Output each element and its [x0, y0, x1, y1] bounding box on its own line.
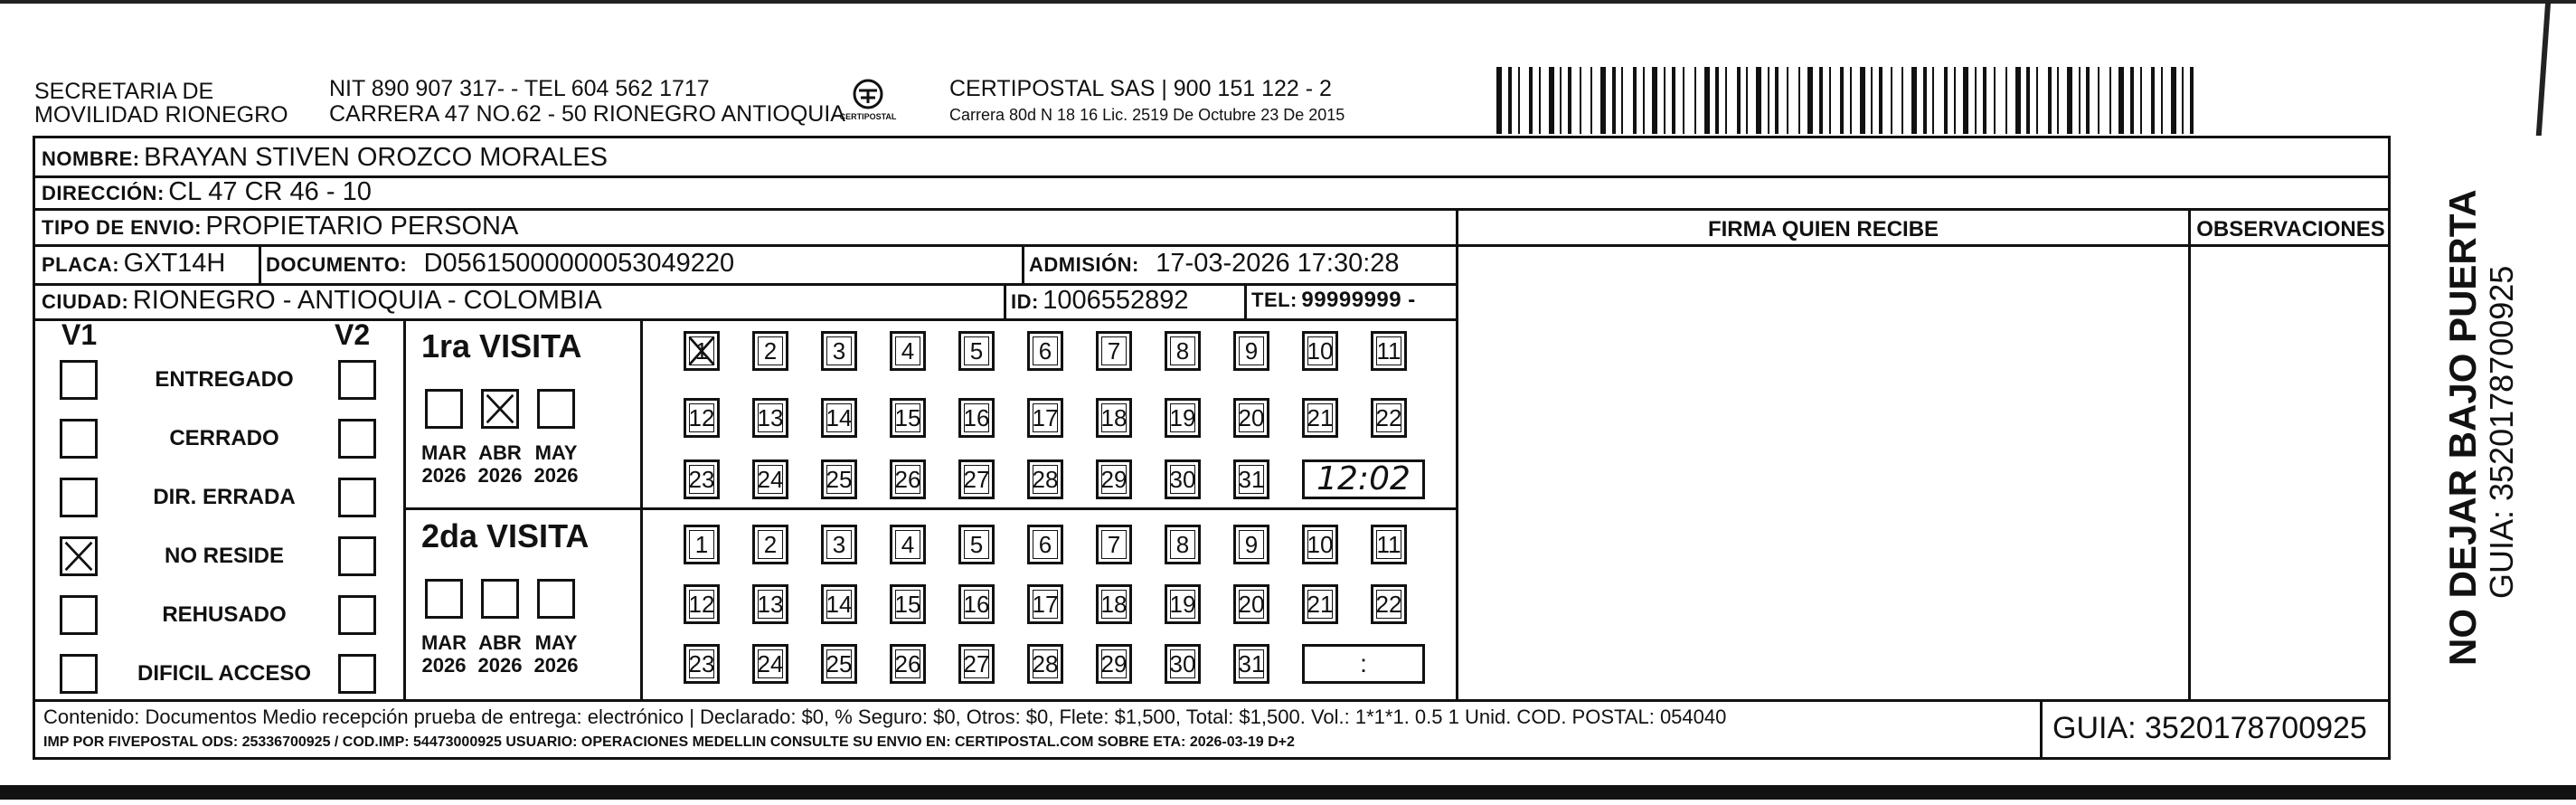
first-visit-time-field[interactable]: 12:02: [1302, 459, 1425, 499]
first-visit-day-box[interactable]: 24: [752, 459, 788, 499]
status-label: DIR. ERRADA: [153, 485, 296, 509]
first-visit-month-checkbox[interactable]: [425, 389, 463, 429]
status-label: REHUSADO: [162, 602, 287, 627]
month-label: [524, 631, 588, 677]
second-visit-day-box[interactable]: 18: [1096, 584, 1132, 624]
direccion-row: [42, 177, 372, 207]
side-warning: NO DEJAR BAJO PUERTA: [2441, 189, 2484, 666]
nombre-row: [42, 143, 608, 173]
second-visit-day-box[interactable]: 21: [1302, 584, 1338, 624]
firma-label: FIRMA QUIEN RECIBE: [1707, 217, 1939, 242]
observaciones-label: OBSERVACIONES: [2196, 217, 2385, 242]
side-guia: GUIA: 3520178700925: [2483, 265, 2520, 599]
second-visit-day-box[interactable]: 29: [1096, 644, 1132, 684]
nombre-value: BRAYAN STIVEN OROZCO MORALES: [144, 143, 609, 172]
logo-text: CERTIPOSTAL: [839, 112, 897, 121]
second-visit-day-box[interactable]: 3: [821, 525, 857, 564]
first-visit-day-box[interactable]: 10: [1302, 331, 1338, 371]
first-visit-day-box[interactable]: 4: [890, 331, 926, 371]
second-visit-month-checkbox[interactable]: [537, 579, 575, 619]
v2-checkbox[interactable]: [338, 536, 376, 576]
address-line: CARRERA 47 NO.62 - 50 RIONEGRO ANTIOQUIA: [329, 101, 845, 127]
second-visit-day-box[interactable]: 12: [684, 584, 720, 624]
second-visit-day-box[interactable]: 8: [1165, 525, 1201, 564]
nit-line: NIT 890 907 317- - TEL 604 562 1717: [329, 76, 710, 101]
first-visit-day-box[interactable]: 5: [958, 331, 995, 371]
admision-row: [1029, 249, 1400, 279]
month-label: [468, 441, 532, 487]
row-line: [33, 318, 1458, 321]
row-line: [33, 175, 2391, 178]
org-line2: MOVILIDAD RIONEGRO: [34, 102, 288, 128]
tel-value: 99999999 -: [1301, 288, 1416, 312]
first-visit-day-box[interactable]: 20: [1233, 398, 1269, 438]
x-mark-icon: [62, 539, 95, 573]
bottom-scan-edge: [0, 785, 2576, 800]
second-visit-day-box[interactable]: 24: [752, 644, 788, 684]
row-line: [33, 208, 2391, 211]
col-line: [1004, 283, 1006, 318]
id-row: [1011, 286, 1189, 316]
first-visit-day-box[interactable]: 15: [890, 398, 926, 438]
v1-checkbox[interactable]: [60, 478, 98, 517]
month-label: [412, 631, 476, 677]
first-visit-day-box[interactable]: 25: [821, 459, 857, 499]
col-line: [2188, 208, 2191, 701]
direccion-value: CL 47 CR 46 - 10: [168, 177, 372, 206]
month-label: [524, 441, 588, 487]
col-line: [403, 318, 406, 699]
v1-checkbox[interactable]: [60, 536, 98, 576]
first-visit-day-box[interactable]: 17: [1027, 398, 1063, 438]
first-visit-day-box[interactable]: 23: [684, 459, 720, 499]
month-year: 2026: [477, 464, 523, 487]
second-visit-day-box[interactable]: 14: [821, 584, 857, 624]
first-visit-day-box[interactable]: 13: [752, 398, 788, 438]
first-visit-day-box[interactable]: 11: [1371, 331, 1407, 371]
top-scan-edge: [0, 0, 2576, 4]
second-visit-day-box[interactable]: 7: [1096, 525, 1132, 564]
first-visit-day-box[interactable]: 12: [684, 398, 720, 438]
v2-checkbox[interactable]: [338, 654, 376, 694]
second-visit-day-box[interactable]: 25: [821, 644, 857, 684]
month-year: 2026: [421, 464, 467, 487]
month-year: 2026: [533, 464, 579, 487]
row-line: [33, 244, 1458, 247]
first-visit-month-checkbox[interactable]: [481, 389, 519, 429]
admision-value: 17-03-2026 17:30:28: [1156, 249, 1400, 278]
first-visit-day-box[interactable]: 30: [1165, 459, 1201, 499]
nombre-label: NOMBRE:: [42, 147, 140, 170]
direccion-label: DIRECCIÓN:: [42, 182, 165, 204]
second-visit-day-box[interactable]: 26: [890, 644, 926, 684]
first-visit-day-box[interactable]: 7: [1096, 331, 1132, 371]
license-line: Carrera 80d N 18 16 Lic. 2519 De Octubre 23 De 2015: [949, 106, 1345, 124]
first-visit-day-box[interactable]: 16: [958, 398, 995, 438]
first-visit-day-box[interactable]: 2: [752, 331, 788, 371]
col-line: [1244, 283, 1247, 318]
second-visit-day-box[interactable]: 20: [1233, 584, 1269, 624]
month-name: MAY: [534, 631, 578, 654]
status-label: CERRADO: [169, 426, 279, 450]
col-line: [640, 318, 643, 699]
second-visit-month-checkbox[interactable]: [481, 579, 519, 619]
status-label: DIFICIL ACCESO: [137, 661, 311, 686]
col-line: [259, 244, 261, 283]
barcode: [1496, 67, 2211, 134]
first-visit-day-box[interactable]: 3: [821, 331, 857, 371]
month-name: MAR: [420, 441, 467, 464]
first-visit-day-box[interactable]: 1: [684, 331, 720, 371]
first-visit-day-box[interactable]: 29: [1096, 459, 1132, 499]
v2-checkbox[interactable]: [338, 595, 376, 635]
second-visit-day-box[interactable]: 15: [890, 584, 926, 624]
second-visit-day-box[interactable]: 27: [958, 644, 995, 684]
tipo-row: [42, 212, 518, 242]
placa-row: [42, 249, 225, 279]
second-visit-day-box[interactable]: 22: [1371, 584, 1407, 624]
month-name: MAR: [420, 631, 467, 654]
v2-checkbox[interactable]: [338, 360, 376, 400]
second-visit-title: 2da VISITA: [421, 517, 590, 554]
footer-line1: Contenido: Documentos Medio recepción prueba de entrega: electrónico | Declarado: $0, % Seguro: $0, Otros: $0, Flete: $1,500, Total: $1,500. Vol.: 1*1*1. 0.5 1 Unid. COD. POSTAL: 054040: [43, 706, 1727, 728]
month-year: 2026: [421, 654, 467, 677]
tipo-label: TIPO DE ENVIO:: [42, 216, 202, 239]
x-mark-icon: [484, 392, 516, 426]
first-visit-day-box[interactable]: 31: [1233, 459, 1269, 499]
company-line: CERTIPOSTAL SAS | 900 151 122 - 2: [949, 76, 1332, 101]
ciudad-row: [42, 286, 602, 316]
header-company: [949, 76, 1345, 125]
org-line1: SECRETARIA DE: [34, 79, 214, 104]
col-line: [1022, 244, 1024, 283]
right-scan-edge: [2536, 0, 2551, 136]
second-visit-day-box[interactable]: 19: [1165, 584, 1201, 624]
first-visit-day-box[interactable]: 9: [1233, 331, 1269, 371]
tel-row: [1251, 288, 1416, 313]
col-line: [1456, 208, 1458, 701]
v2-checkbox[interactable]: [338, 478, 376, 517]
id-label: ID:: [1011, 290, 1039, 313]
certipostal-logo: [832, 74, 904, 128]
second-visit-day-box[interactable]: 28: [1027, 644, 1063, 684]
second-visit-day-box[interactable]: 30: [1165, 644, 1201, 684]
second-visit-day-box[interactable]: 11: [1371, 525, 1407, 564]
placa-label: PLACA:: [42, 253, 120, 276]
header-contact: [329, 76, 845, 127]
second-visit-day-box[interactable]: 17: [1027, 584, 1063, 624]
row-line: [33, 699, 2391, 702]
first-visit-day-box[interactable]: 19: [1165, 398, 1201, 438]
first-visit-day-box[interactable]: 27: [958, 459, 995, 499]
second-visit-day-box[interactable]: 9: [1233, 525, 1269, 564]
tipo-value: PROPIETARIO PERSONA: [205, 212, 519, 241]
first-visit-day-box[interactable]: 6: [1027, 331, 1063, 371]
id-value: 1006552892: [1043, 286, 1189, 315]
row-line: [403, 507, 1458, 510]
second-visit-time-field[interactable]: :: [1302, 644, 1425, 684]
second-visit-day-box[interactable]: 5: [958, 525, 995, 564]
status-label: NO RESIDE: [164, 544, 285, 568]
v1-checkbox[interactable]: [60, 654, 98, 694]
v1-checkbox[interactable]: [60, 595, 98, 635]
month-year: 2026: [533, 654, 579, 677]
second-visit-day-box[interactable]: 23: [684, 644, 720, 684]
second-visit-day-box[interactable]: 16: [958, 584, 995, 624]
first-visit-day-box[interactable]: 18: [1096, 398, 1132, 438]
first-visit-month-checkbox[interactable]: [537, 389, 575, 429]
first-visit-day-box[interactable]: 28: [1027, 459, 1063, 499]
v1-checkbox[interactable]: [60, 419, 98, 459]
row-line: [1456, 244, 2391, 247]
month-name: ABR: [478, 441, 522, 464]
header-org: [34, 80, 288, 127]
second-visit-day-box[interactable]: 13: [752, 584, 788, 624]
first-visit-day-box[interactable]: 14: [821, 398, 857, 438]
month-name: MAY: [534, 441, 578, 464]
month-label: [468, 631, 532, 677]
documento-value: D05615000000053049220: [423, 249, 735, 278]
month-label: [412, 441, 476, 487]
second-visit-day-box[interactable]: 2: [752, 525, 788, 564]
second-visit-day-box[interactable]: 1: [684, 525, 720, 564]
first-visit-day-box[interactable]: 22: [1371, 398, 1407, 438]
tel-label: TEL:: [1251, 289, 1297, 311]
col-line: [2040, 699, 2043, 760]
second-visit-month-checkbox[interactable]: [425, 579, 463, 619]
month-name: ABR: [478, 631, 522, 654]
documento-row: [266, 249, 734, 279]
footer-guia: GUIA: 3520178700925: [2052, 711, 2367, 745]
ciudad-label: CIUDAD:: [42, 290, 129, 313]
placa-value: GXT14H: [123, 249, 226, 278]
documento-label: DOCUMENTO:: [266, 253, 408, 276]
ciudad-value: RIONEGRO - ANTIOQUIA - COLOMBIA: [132, 286, 602, 315]
first-visit-day-box[interactable]: 26: [890, 459, 926, 499]
second-visit-day-box[interactable]: 4: [890, 525, 926, 564]
v1-checkbox[interactable]: [60, 360, 98, 400]
footer-line2: IMP POR FIVEPOSTAL ODS: 25336700925 / COD.IMP: 54473000925 USUARIO: OPERACIONES MEDELLIN CONSULTE SU ENVIO EN: CERTIPOSTAL.COM SOBRE ETA: 2026-03-19 D+2: [43, 734, 1295, 750]
first-visit-day-box[interactable]: 8: [1165, 331, 1201, 371]
second-visit-day-box[interactable]: 6: [1027, 525, 1063, 564]
second-visit-day-box[interactable]: 31: [1233, 644, 1269, 684]
x-mark-icon: [686, 334, 717, 368]
v1-label: V1: [61, 318, 98, 351]
v2-checkbox[interactable]: [338, 419, 376, 459]
status-label: ENTREGADO: [155, 367, 294, 392]
second-visit-day-box[interactable]: 10: [1302, 525, 1338, 564]
first-visit-day-box[interactable]: 21: [1302, 398, 1338, 438]
v2-label: V2: [335, 318, 371, 351]
month-year: 2026: [477, 654, 523, 677]
admision-label: ADMISIÓN:: [1029, 253, 1139, 276]
first-visit-title: 1ra VISITA: [421, 327, 582, 365]
